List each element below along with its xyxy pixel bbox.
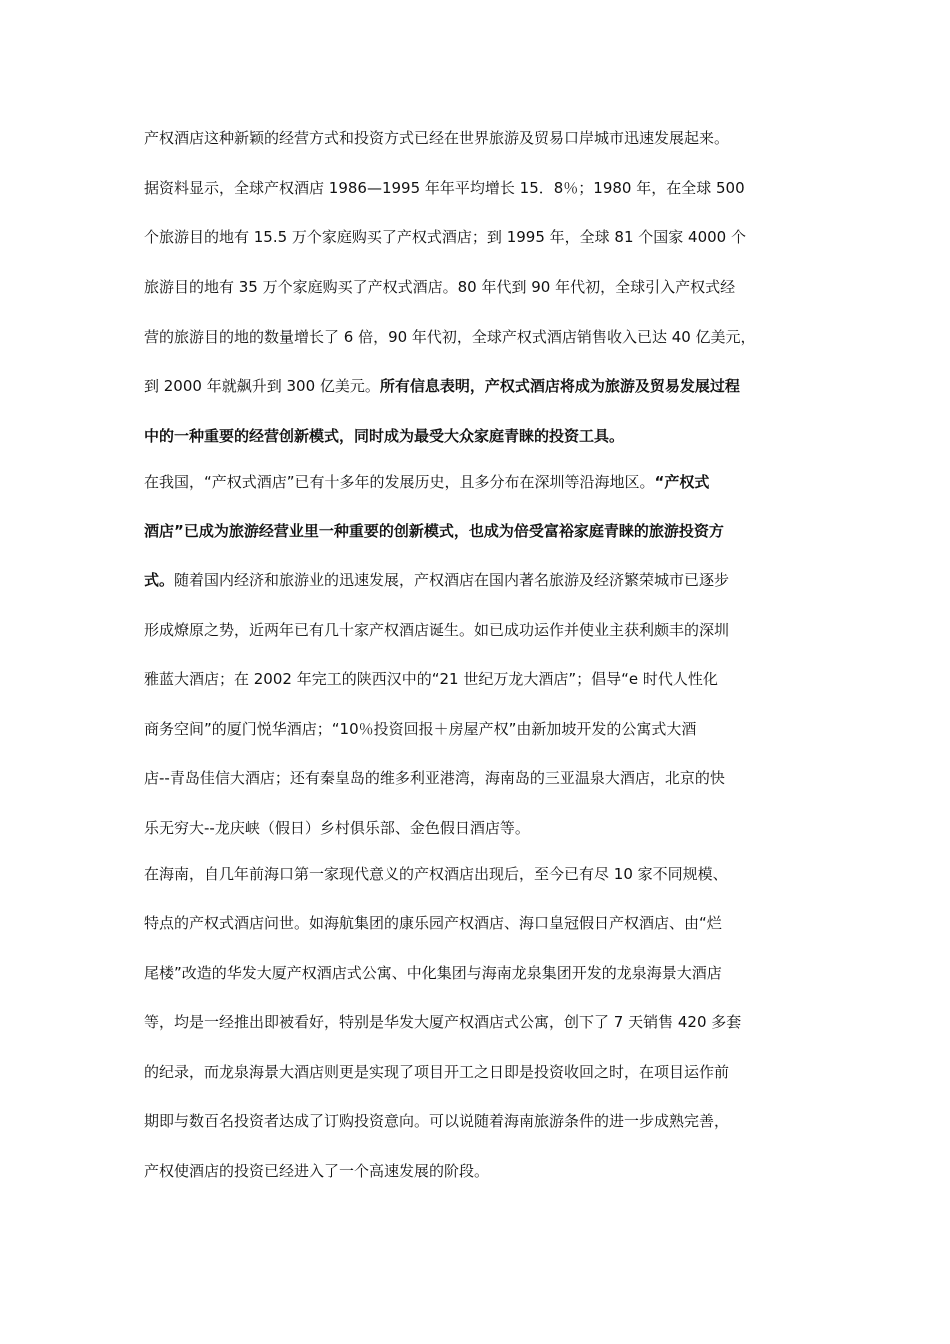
p3-line-7: 产权使酒店的投资已经进入了一个高速发展的阶段。 — [144, 1162, 490, 1180]
p1-line-2: 据资料显示，全球产权酒店 1986—1995 年年平均增长 15．8％；1980 年，在全球 500 — [144, 179, 745, 197]
p3-line-3: 尾楼”改造的华发大厦产权酒店式公寓、中化集团与海南龙泉集团开发的龙泉海景大酒店 — [144, 964, 722, 982]
p2-line-1-normal: 在我国，“产权式酒店”已有十多年的发展历史，且多分布在深圳等沿海地区。 — [144, 473, 655, 491]
p1-line-5: 营的旅游目的地的数量增长了 6 倍，90 年代初，全球产权式酒店销售收入已达 40 亿美元， — [144, 328, 756, 346]
p1-line-6-normal: 到 2000 年就飙升到 300 亿美元。 — [144, 377, 380, 395]
p2-line-6: 商务空间”的厦门悦华酒店；“10％投资回报＋房屋产权”由新加坡开发的公寓式大酒 — [144, 720, 697, 738]
p2-line-2-bold: 酒店”已成为旅游经营业里一种重要的创新模式，也成为倍受富裕家庭青睐的旅游投资方 — [144, 522, 724, 540]
p2-line-3-bold: 式。 — [144, 571, 175, 589]
p1-line-3: 个旅游目的地有 15.5 万个家庭购买了产权式酒店；到 1995 年，全球 81 个国家 4000 个 — [144, 228, 746, 246]
p1-line-6 — [144, 376, 740, 396]
p2-line-1 — [144, 472, 709, 492]
p2-line-4: 形成燎原之势，近两年已有几十家产权酒店诞生。如已成功运作并使业主获利颇丰的深圳 — [144, 621, 730, 639]
p1-line-4: 旅游目的地有 35 万个家庭购买了产权式酒店。80 年代到 90 年代初，全球引入产权式经 — [144, 278, 736, 296]
p2-line-2 — [144, 521, 724, 541]
p2-line-3-normal: 随着国内经济和旅游业的迅速发展，产权酒店在国内著名旅游及经济繁荣城市已逐步 — [174, 571, 730, 589]
p3-line-6: 期即与数百名投资者达成了订购投资意向。可以说随着海南旅游条件的进一步成熟完善， — [144, 1112, 730, 1130]
p1-line-7 — [144, 426, 624, 446]
p1-line-6-bold: 所有信息表明，产权式酒店将成为旅游及贸易发展过程 — [379, 377, 740, 395]
p2-line-3 — [144, 570, 729, 590]
p3-line-2: 特点的产权式酒店问世。如海航集团的康乐园产权酒店、海口皇冠假日产权酒店、由“烂 — [144, 914, 722, 932]
p2-line-1-bold: “产权式 — [654, 473, 710, 491]
p3-line-4: 等，均是一经推出即被看好，特别是华发大厦产权酒店式公寓，创下了 7 天销售 420 多套 — [144, 1013, 742, 1031]
p1-line-1: 产权酒店这种新颖的经营方式和投资方式已经在世界旅游及贸易口岸城市迅速发展起来。 — [144, 129, 730, 147]
p2-line-7: 店--青岛佳信大酒店；还有秦皇岛的维多利亚港湾，海南岛的三亚温泉大酒店，北京的快 — [144, 769, 725, 787]
p3-line-1: 在海南，自几年前海口第一家现代意义的产权酒店出现后，至今已有尽 10 家不同规模、 — [144, 865, 728, 883]
p3-line-5: 的纪录，而龙泉海景大酒店则更是实现了项目开工之日即是投资收回之时，在项目运作前 — [144, 1063, 730, 1081]
p2-line-8: 乐无穷大--龙庆峡（假日）乡村俱乐部、金色假日酒店等。 — [144, 819, 530, 837]
p1-line-7-bold: 中的一种重要的经营创新模式，同时成为最受大众家庭青睐的投资工具。 — [144, 427, 625, 445]
p2-line-5: 雅蓝大酒店；在 2002 年完工的陕西汉中的“21 世纪万龙大酒店”；倡导“e 时代人性化 — [144, 670, 718, 688]
